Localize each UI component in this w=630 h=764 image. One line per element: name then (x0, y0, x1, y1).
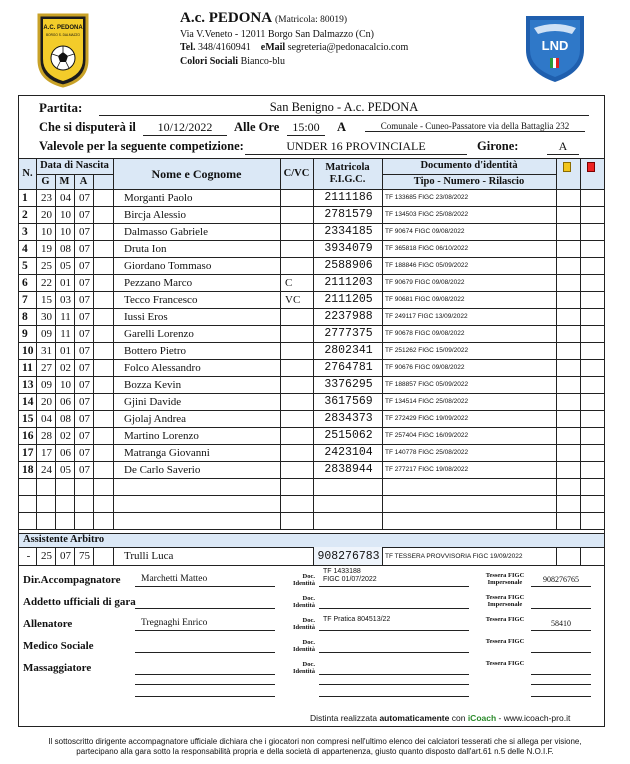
staff-doc-line: TF 1433188 (323, 568, 361, 575)
player-document: TF 365818 FIGC 06/10/2022 (385, 245, 469, 252)
player-number: 15 (22, 412, 34, 425)
player-birth-day: 15 (41, 293, 52, 306)
time-label: Alle Ore (234, 120, 280, 134)
staff-add-name (135, 596, 275, 609)
table-rule (19, 410, 604, 411)
table-rule (19, 325, 604, 326)
player-document: TF 90676 FIGC 09/08/2022 (385, 364, 465, 371)
player-document: TF 188857 FIGC 05/09/2022 (385, 381, 469, 388)
player-birth-month: 08 (60, 412, 71, 425)
club-info: A.c. PEDONA (Matricola: 80019) Via V.Veneto - 12011 Borgo San Dalmazzo (Cn) Tel. 348/4160941 eMail segreteria@pedonacalcio.com Colori Sociali Bianco-blu (180, 10, 409, 67)
staff-med-name (135, 640, 275, 653)
player-birth-year: 07 (79, 463, 90, 476)
assistant-matricola: 908276783 (317, 549, 380, 563)
table-rule (280, 189, 281, 529)
player-matricola: 2838944 (324, 463, 373, 476)
player-birth-day: 10 (41, 225, 52, 238)
table-rule (113, 547, 114, 565)
player-captain-mark: VC (285, 293, 301, 306)
player-birth-month: 10 (60, 225, 71, 238)
staff-add-tessera-label: Tessera FIGC Impersonale (485, 594, 525, 608)
lnd-logo (524, 14, 586, 84)
col-cvc-header: C/VC (283, 167, 310, 179)
player-name: Gjini Davide (124, 395, 182, 408)
svg-text:A.C. PEDONA: A.C. PEDONA (43, 25, 83, 31)
table-rule (36, 547, 37, 565)
table-rule (280, 158, 281, 189)
player-document: TF 133685 FIGC 23/08/2022 (385, 194, 469, 201)
player-birth-year: 07 (79, 327, 90, 340)
player-birth-year: 07 (79, 276, 90, 289)
table-rule (19, 257, 604, 258)
player-birth-month: 03 (60, 293, 71, 306)
staff-med-doc-label: Doc. Identità (292, 639, 315, 653)
player-birth-month: 06 (60, 446, 71, 459)
assistant-name: Trulli Luca (124, 550, 174, 562)
partita-value: San Benigno - A.c. PEDONA (99, 100, 589, 116)
staff-med-tessera-value (531, 641, 591, 653)
table-rule (55, 174, 56, 189)
table-rule (19, 444, 604, 445)
player-name: Tecco Francesco (124, 293, 198, 306)
table-rule (36, 158, 37, 189)
col-matricola-header: Matricola F.I.G.C. (325, 161, 370, 185)
player-number: 11 (22, 361, 33, 374)
table-rule (19, 240, 604, 241)
table-rule (19, 223, 604, 224)
player-birth-day: 31 (41, 344, 52, 357)
player-birth-year: 07 (79, 361, 90, 374)
staff-mas-label: Massaggiatore (23, 662, 92, 674)
assistant-birth-year: 75 (79, 550, 90, 562)
player-birth-day: 28 (41, 429, 52, 442)
staff-blank-line (531, 684, 591, 685)
player-name: Iussi Eros (124, 310, 168, 323)
player-birth-month: 02 (60, 429, 71, 442)
player-matricola: 3617569 (324, 395, 373, 408)
player-name: Bozza Kevin (124, 378, 182, 391)
col-g-header: G (41, 175, 50, 187)
player-birth-month: 01 (60, 276, 71, 289)
player-captain-mark: C (285, 276, 293, 289)
player-name: Druta Ion (124, 242, 167, 255)
table-rule (93, 174, 94, 189)
player-name: Giordano Tommaso (124, 259, 212, 272)
player-name: Folco Alessandro (124, 361, 201, 374)
player-birth-month: 05 (60, 463, 71, 476)
table-rule (580, 547, 581, 565)
player-matricola: 3934079 (324, 242, 373, 255)
staff-all-label: Allenatore (23, 618, 73, 630)
player-matricola: 2764781 (324, 361, 373, 374)
player-document: TF 140778 FIGC 25/08/2022 (385, 449, 469, 456)
assistant-birth-month: 07 (60, 550, 71, 562)
staff-doc-line: FIGC 01/07/2022 (323, 576, 377, 583)
player-birth-day: 20 (41, 208, 52, 221)
player-birth-day: 09 (41, 327, 52, 340)
player-birth-year: 07 (79, 310, 90, 323)
staff-all-tessera-label: Tessera FIGC (485, 616, 525, 623)
staff-med-doc-value (319, 634, 469, 653)
staff-dir-doc-label: Doc. Identità (292, 573, 315, 587)
player-number: 2 (22, 208, 28, 221)
player-captain-mark (283, 359, 312, 376)
player-name: Matranga Giovanni (124, 446, 210, 459)
staff-med-tessera-label: Tessera FIGC (485, 638, 525, 645)
staff-all-doc-label: Doc. Identità (292, 617, 315, 631)
player-number: 10 (22, 344, 34, 357)
player-birth-year: 07 (79, 208, 90, 221)
player-birth-month: 08 (60, 242, 71, 255)
player-birth-year: 07 (79, 395, 90, 408)
player-document: TF 249117 FIGC 13/09/2022 (385, 313, 468, 320)
player-birth-year: 07 (79, 446, 90, 459)
player-number: 1 (22, 191, 28, 204)
competition-value: UNDER 16 PROVINCIALE (245, 139, 467, 155)
staff-dir-tessera-label: Tessera FIGC Impersonale (485, 572, 525, 586)
player-captain-mark (283, 427, 312, 444)
club-colors: Bianco-blu (240, 55, 285, 67)
icoach-brand: iCoach (467, 713, 497, 723)
player-birth-month: 11 (60, 310, 71, 323)
staff-all-name: Tregnaghi Enrico (135, 618, 275, 631)
player-birth-day: 30 (41, 310, 52, 323)
table-rule (556, 158, 557, 189)
player-matricola: 2588906 (324, 259, 373, 272)
player-birth-day: 17 (41, 446, 52, 459)
col-name-header: Nome e Cognome (151, 166, 242, 181)
player-number: 4 (22, 242, 28, 255)
player-captain-mark (283, 257, 312, 274)
table-rule (19, 495, 604, 496)
staff-dir-name: Marchetti Matteo (135, 574, 275, 587)
col-doc-sub-header: Tipo - Numero - Rilascio (413, 175, 525, 187)
club-name: A.c. PEDONA (180, 10, 272, 26)
table-rule (580, 158, 581, 189)
table-rule (74, 547, 75, 565)
player-matricola: 2802341 (324, 344, 373, 357)
player-birth-day: 23 (41, 191, 52, 204)
player-matricola: 2423104 (324, 446, 373, 459)
staff-mas-doc-label: Doc. Identità (292, 661, 315, 675)
player-number: 16 (22, 429, 34, 442)
player-matricola: 2777375 (324, 327, 373, 340)
table-rule (19, 158, 604, 159)
player-name: Bircja Alessio (124, 208, 187, 221)
player-birth-day: 19 (41, 242, 52, 255)
player-matricola: 2111186 (324, 191, 373, 204)
player-birth-year: 07 (79, 344, 90, 357)
table-rule (74, 174, 75, 189)
player-document: TF 134514 FIGC 25/08/2022 (385, 398, 469, 405)
date-label: Che si disputerà il (39, 120, 136, 134)
player-matricola: 3376295 (324, 378, 373, 391)
player-document: TF 134503 FIGC 25/08/2022 (385, 211, 469, 218)
table-rule (313, 547, 314, 565)
table-rule (313, 189, 314, 529)
competition-label: Valevole per la seguente competizione: (39, 139, 244, 153)
player-name: Pezzano Marco (124, 276, 193, 289)
player-captain-mark (283, 444, 312, 461)
player-name: Gjolaj Andrea (124, 412, 187, 425)
staff-dir-tessera-value: 908276765 (531, 575, 591, 587)
player-captain-mark (283, 189, 312, 206)
club-email: segreteria@pedonacalcio.com (287, 42, 409, 53)
table-rule (19, 565, 604, 566)
player-document: TF 251262 FIGC 15/09/2022 (385, 347, 469, 354)
svg-text:LND: LND (541, 38, 569, 53)
player-name: De Carlo Saverio (124, 463, 201, 476)
disclaimer: Il sottoscritto dirigente accompagnatore ufficiale dichiara che i giocatori non compresi nell'ultimo elenco dei calciatori tesserati che si allega per visione, partecipano alla gara sotto la responsabilità propria e della società di appartenenza, giusto quanto disposto dall'art.61 n.5 delle N.O.I.F. (48, 737, 582, 756)
table-rule (74, 189, 75, 529)
svg-text:BORGO S. DALMAZZO: BORGO S. DALMAZZO (45, 33, 81, 37)
player-name: Morganti Paolo (124, 191, 193, 204)
assistant-birth-day: 25 (41, 550, 52, 562)
club-logo (36, 12, 90, 88)
player-captain-mark (283, 342, 312, 359)
table-rule (556, 189, 557, 529)
player-birth-year: 07 (79, 378, 90, 391)
table-rule (19, 206, 604, 207)
table-rule (19, 461, 604, 462)
player-matricola: 2334185 (324, 225, 373, 238)
table-rule (313, 158, 314, 189)
player-birth-month: 01 (60, 344, 71, 357)
col-doc-header: Documento d'identità (420, 160, 518, 171)
player-captain-mark (283, 393, 312, 410)
player-number: 13 (22, 378, 34, 391)
player-birth-day: 22 (41, 276, 52, 289)
player-matricola: 2111205 (324, 293, 373, 306)
player-captain-mark (283, 308, 312, 325)
table-rule (382, 547, 383, 565)
player-document: TF 277217 FIGC 19/08/2022 (385, 466, 469, 473)
col-n-header: N. (22, 167, 33, 179)
table-rule (55, 547, 56, 565)
col-birth-header: Data di Nascita (40, 160, 109, 171)
player-captain-mark (283, 240, 312, 257)
player-document: TF 90678 FIGC 09/08/2022 (385, 330, 465, 337)
player-number: 9 (22, 327, 28, 340)
assistant-label: Assistente Arbitro (23, 534, 105, 545)
yellow-card-icon (563, 162, 571, 172)
table-rule (19, 308, 604, 309)
player-number: 8 (22, 310, 28, 323)
player-captain-mark (283, 376, 312, 393)
table-rule (382, 189, 383, 529)
player-matricola: 2834373 (324, 412, 373, 425)
table-rule (36, 189, 37, 529)
staff-add-label: Addetto ufficiali di gara (23, 596, 136, 608)
player-captain-mark (283, 325, 312, 342)
staff-mas-tessera-value (531, 663, 591, 675)
player-matricola: 2515062 (324, 429, 373, 442)
table-rule (19, 342, 604, 343)
staff-med-label: Medico Sociale (23, 640, 94, 652)
table-rule (19, 291, 604, 292)
table-rule (382, 158, 383, 189)
venue-value: Comunale - Cuneo-Passatore via della Battaglia 232 (365, 121, 585, 132)
player-birth-day: 25 (41, 259, 52, 272)
player-captain-mark (283, 410, 312, 427)
player-name: Garelli Lorenzo (124, 327, 194, 340)
player-birth-day: 20 (41, 395, 52, 408)
staff-mas-doc-value (319, 656, 469, 675)
venue-a-label: A (337, 120, 347, 134)
player-captain-mark (283, 223, 312, 240)
staff-blank-line (135, 696, 275, 697)
table-rule (113, 189, 114, 529)
player-matricola: 2781579 (324, 208, 373, 221)
staff-dir-doc-value (319, 568, 469, 587)
player-name: Bottero Pietro (124, 344, 187, 357)
player-birth-month: 11 (60, 327, 71, 340)
player-matricola: 2237988 (324, 310, 373, 323)
table-rule (19, 529, 604, 530)
time-value: 15:00 (287, 120, 325, 136)
player-birth-day: 09 (41, 378, 52, 391)
player-number: 6 (22, 276, 28, 289)
player-birth-month: 10 (60, 208, 71, 221)
table-rule (93, 547, 94, 565)
player-number: 17 (22, 446, 34, 459)
table-rule (19, 478, 604, 479)
player-birth-month: 10 (60, 378, 71, 391)
table-rule (93, 189, 94, 529)
staff-all-tessera-value: 58410 (531, 619, 591, 631)
table-rule (556, 547, 557, 565)
staff-add-tessera-value (531, 597, 591, 609)
staff-blank-line (319, 684, 469, 685)
date-value: 10/12/2022 (143, 120, 227, 136)
player-document: TF 90681 FIGC 09/08/2022 (385, 296, 465, 303)
player-birth-month: 06 (60, 395, 71, 408)
table-rule (382, 174, 556, 175)
staff-blank-line (319, 696, 469, 697)
generated-note: Distinta realizzata automaticamente con iCoach - www.icoach-pro.it (310, 713, 571, 723)
player-birth-month: 02 (60, 361, 71, 374)
club-phone: 348/4160941 (197, 42, 251, 53)
table-rule (580, 189, 581, 529)
table-rule (19, 274, 604, 275)
player-matricola: 2111203 (324, 276, 373, 289)
staff-add-doc-value (319, 590, 469, 609)
player-number: 5 (22, 259, 28, 272)
player-birth-year: 07 (79, 259, 90, 272)
staff-doc-line: TF Pratica 804513/22 (323, 616, 391, 623)
player-number: 14 (22, 395, 34, 408)
player-birth-month: 05 (60, 259, 71, 272)
player-document: TF 90679 FIGC 09/08/2022 (385, 279, 465, 286)
girone-value: A (547, 139, 579, 155)
distinta-form (18, 95, 605, 727)
player-birth-year: 07 (79, 191, 90, 204)
player-name: Martino Lorenzo (124, 429, 199, 442)
assistant-number: - (26, 550, 31, 562)
staff-dir-label: Dir.Accompagnatore (23, 574, 121, 586)
table-rule (55, 189, 56, 529)
player-document: TF 272429 FIGC 19/09/2022 (385, 415, 469, 422)
staff-all-doc-value (319, 612, 469, 631)
player-captain-mark (283, 461, 312, 478)
player-birth-year: 07 (79, 225, 90, 238)
player-document: TF 90674 FIGC 09/08/2022 (385, 228, 465, 235)
table-rule (19, 359, 604, 360)
table-rule (19, 533, 604, 534)
club-matricola: (Matricola: 80019) (275, 15, 348, 25)
player-birth-year: 07 (79, 412, 90, 425)
page-header (0, 0, 630, 95)
table-rule (19, 512, 604, 513)
player-birth-year: 07 (79, 242, 90, 255)
staff-mas-name (135, 662, 275, 675)
player-document: TF 257404 FIGC 16/09/2022 (385, 432, 469, 439)
player-birth-month: 04 (60, 191, 71, 204)
player-number: 3 (22, 225, 28, 238)
player-birth-year: 07 (79, 293, 90, 306)
table-rule (19, 376, 604, 377)
table-rule (19, 393, 604, 394)
player-document: TF 188846 FIGC 05/09/2022 (385, 262, 469, 269)
staff-mas-tessera-label: Tessera FIGC (485, 660, 525, 667)
red-card-icon (587, 162, 595, 172)
col-a-header: A (79, 175, 88, 187)
assistant-document: TF TESSERA PROVVISORIA FIGC 19/09/2022 (385, 552, 523, 560)
table-rule (19, 427, 604, 428)
player-number: 18 (22, 463, 34, 476)
table-rule (113, 158, 114, 189)
staff-add-doc-label: Doc. Identità (292, 595, 315, 609)
player-birth-day: 27 (41, 361, 52, 374)
col-m-header: M (59, 175, 70, 187)
player-birth-day: 04 (41, 412, 52, 425)
player-birth-day: 24 (41, 463, 52, 476)
player-name: Dalmasso Gabriele (124, 225, 208, 238)
club-address: Via V.Veneto - 12011 Borgo San Dalmazzo (Cn) (180, 28, 374, 40)
girone-label: Girone: (477, 139, 519, 153)
player-number: 7 (22, 293, 28, 306)
staff-blank-line (135, 684, 275, 685)
staff-blank-line (531, 696, 591, 697)
partita-label: Partita: (39, 100, 83, 115)
player-captain-mark (283, 206, 312, 223)
player-birth-year: 07 (79, 429, 90, 442)
